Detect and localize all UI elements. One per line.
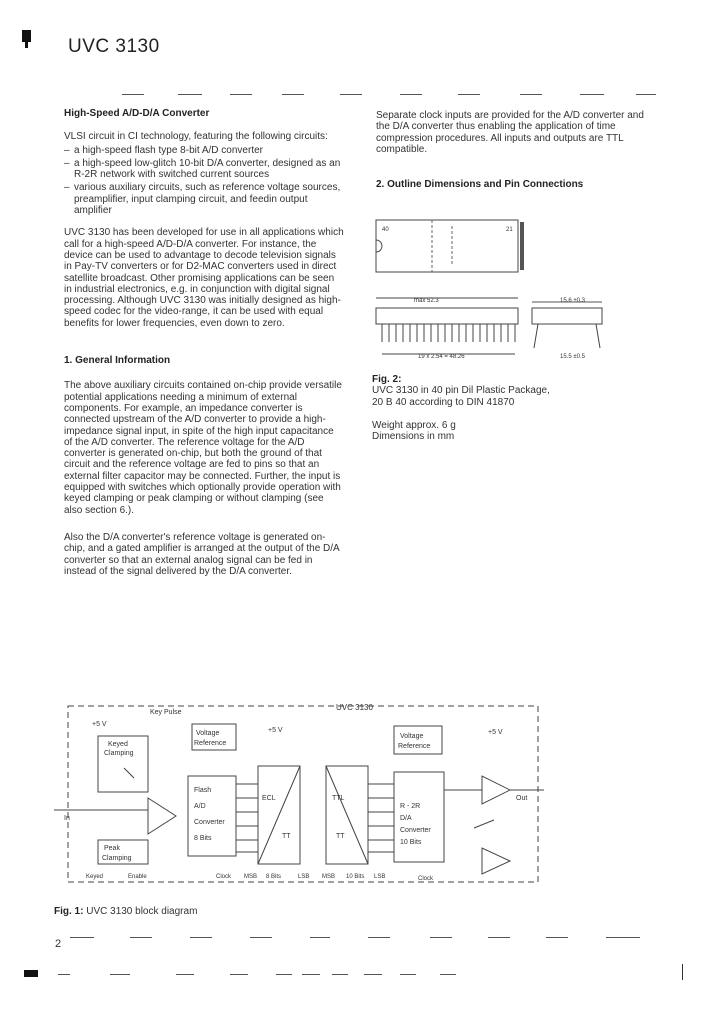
fig-1-label: Fig. 1: <box>54 906 84 917</box>
fig-2-line-1: UVC 3130 in 40 pin Dil Plastic Package, <box>372 385 550 397</box>
keyed-clamping-label-1: Keyed <box>108 741 128 748</box>
weight-note: Weight approx. 6 g <box>372 419 456 431</box>
pitch-dimension: 19 x 2.54 = 48.26 <box>418 354 465 360</box>
key-pulse-label: Key Pulse <box>150 709 182 716</box>
footer-mark <box>24 970 38 977</box>
description-paragraph: UVC 3130 has been developed for use in all applications which call for a high-speed A/D-D/A converter. For instance, the device can be used to advantage to decode television signals in Pay-TV converters or for D2-MAC converters used in direct satellite broadcast. Other promising applications can be seen in industrial electronics, e.g. in conjunction with digital signal processing. Although UVC 3130 was initially designed as high-speed codec for the video-range, it can be used with equal benefits for lower frequencies, even down to zero. <box>64 227 344 329</box>
supply-label-c: +5 V <box>488 729 503 736</box>
output-label: Out <box>516 795 528 802</box>
package-outline-drawing <box>372 212 622 364</box>
supply-label-a: +5 V <box>92 721 107 728</box>
width-dimension: max 52.3 <box>414 298 439 304</box>
peak-clamping-label-2: Clamping <box>102 855 132 862</box>
pin-label: Clock <box>418 876 434 882</box>
ttl-a-label: TT <box>282 833 291 840</box>
chip-label: UVC 3130 <box>336 703 373 712</box>
left-column <box>64 108 344 587</box>
list-item: – a high-speed flash type 8-bit A/D converter <box>64 145 344 156</box>
dac-label-2: D/A <box>400 815 412 822</box>
vref-a-label-1: Voltage <box>196 730 220 737</box>
keyed-clamping-label-2: Clamping <box>104 750 134 757</box>
ecl-label: ECL <box>262 795 276 802</box>
ttl-c-label: TT <box>336 833 345 840</box>
input-label: In <box>64 815 70 822</box>
ttl-b-label: TTL <box>332 795 345 802</box>
pin-label: Enable <box>128 874 147 880</box>
adc-label-1: Flash <box>194 787 212 794</box>
supply-label-b: +5 V <box>268 727 283 734</box>
margin-bar <box>682 964 683 980</box>
pin-label: LSB <box>374 874 386 880</box>
page-number: 2 <box>55 938 62 950</box>
vref-b-label-2: Reference <box>398 743 431 750</box>
block-diagram <box>54 688 554 902</box>
fig-1-caption <box>54 906 197 917</box>
adc-label-2: A/D <box>194 803 206 810</box>
dac-label-3: Converter <box>400 827 431 834</box>
clock-paragraph: Separate clock inputs are provided for the A/D converter and the D/A converter thus enabling the application of time compression procedures. All inputs and outputs are TTL compatible. <box>376 110 644 155</box>
vref-a-label-2: Reference <box>194 740 227 747</box>
fig-1-text: UVC 3130 block diagram <box>86 906 198 917</box>
section-2-heading: 2. Outline Dimensions and Pin Connections <box>376 179 584 191</box>
feature-list <box>64 145 344 217</box>
pin-21-label: 21 <box>506 227 513 233</box>
fig-2-caption <box>372 374 632 442</box>
fig-2-label: Fig. 2: <box>372 374 402 385</box>
dac-label-1: R - 2R <box>400 803 421 810</box>
pin-label: MSB <box>322 874 336 880</box>
peak-clamping-label-1: Peak <box>104 845 120 852</box>
pin-label: Keyed <box>86 874 104 880</box>
pin-label: 8 Bits <box>266 874 282 880</box>
adc-label-4: 8 Bits <box>194 835 212 842</box>
right-column <box>376 110 658 202</box>
intro-text: VLSI circuit in CI technology, featuring the following circuits: <box>64 131 328 143</box>
lead-span-dimension: 15.5 ±0.5 <box>560 354 585 360</box>
list-item: – various auxiliary circuits, such as reference voltage sources, preamplifier, input clamping circuit, and feedin output amplifier <box>64 182 344 216</box>
page-title: UVC 3130 <box>68 36 160 57</box>
vref-b-label-1: Voltage <box>400 733 424 740</box>
dimensions-note: Dimensions in mm <box>372 431 455 443</box>
bottom-dashes <box>0 974 720 978</box>
fig-2-line-2: 20 B 40 according to DIN 41870 <box>372 396 515 408</box>
footer-dashes <box>0 937 720 941</box>
main-heading: High-Speed A/D-D/A Converter <box>64 108 210 119</box>
pin-label: MSB <box>244 874 258 880</box>
header-dashes <box>0 94 720 98</box>
pin-40-label: 40 <box>382 227 389 233</box>
pin-label: LSB <box>298 874 310 880</box>
pin-label: 10 Bits <box>346 874 365 880</box>
section-1-heading: 1. General Information <box>64 355 171 367</box>
corner-mark <box>22 30 31 42</box>
dac-label-4: 10 Bits <box>400 839 422 846</box>
pin-label: Clock <box>216 874 232 880</box>
section-1-paragraph-1: The above auxiliary circuits contained on-chip provide versatile potential applications needing a minimum of external components. For example, an impedance converter is connected upstream of the A/D converter to provide a high-impedance signal input, in spite of the high input capacitance of the A/D converter. The reference voltage for the A/D converter is generated on-chip, but both the ground of that circuit and the reference voltage are fed to pins so that an external filter capacitor may be connected. Further, the input is equipped with switches which optionally provide operation with keyed clamping or peak clamping or without clamping (see also section 6.). <box>64 380 342 516</box>
list-item: – a high-speed low-glitch 10-bit D/A converter, designed as an R-2R network with switched current sources <box>64 158 344 181</box>
adc-label-3: Converter <box>194 819 225 826</box>
section-1-paragraph-2: Also the D/A converter's reference voltage is generated on-chip, and a gated amplifier is arranged at the output of the D/A converter so that an external analog signal can be fed in instead of the signal delivered by the D/A converter. <box>64 531 340 577</box>
body-width-dimension: 15.6 ±0.3 <box>560 298 585 304</box>
